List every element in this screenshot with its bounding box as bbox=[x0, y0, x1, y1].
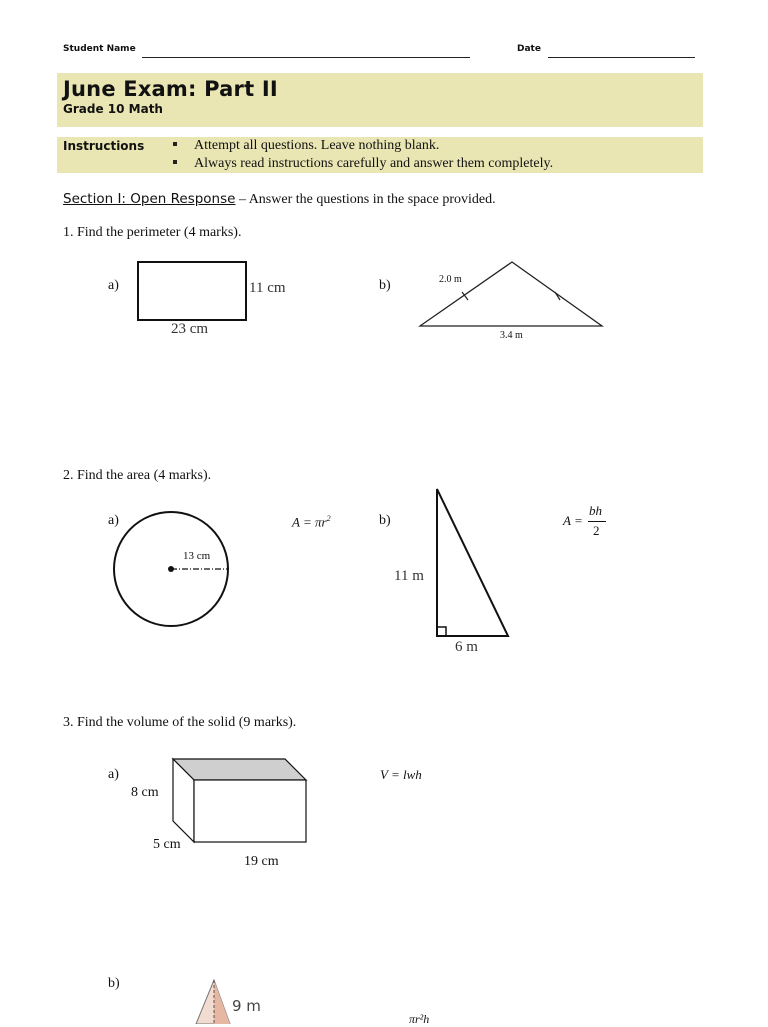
q2a-radius-label: 13 cm bbox=[183, 550, 211, 562]
bullet-icon bbox=[173, 160, 177, 164]
q1b-label: b) bbox=[379, 278, 391, 293]
q2b-label: b) bbox=[379, 513, 391, 528]
q3a-depth-label: 5 cm bbox=[153, 837, 181, 852]
q2b-triangle bbox=[430, 484, 515, 640]
student-name-field[interactable] bbox=[142, 57, 470, 58]
q3b-dim-label: 9 m bbox=[232, 997, 261, 1015]
q2b-height-label: 11 m bbox=[394, 568, 424, 584]
q2a-circle bbox=[110, 508, 232, 630]
date-label: Date bbox=[517, 44, 541, 54]
q3a-height-label: 8 cm bbox=[131, 785, 159, 800]
instructions-band bbox=[57, 137, 703, 173]
q3a-label: a) bbox=[108, 767, 119, 782]
q1b-triangle bbox=[400, 240, 630, 365]
question-1-prompt: 1. Find the perimeter (4 marks). bbox=[63, 225, 242, 240]
q3a-prism bbox=[170, 756, 310, 846]
bullet-icon bbox=[173, 142, 177, 146]
student-name-label: Student Name bbox=[63, 44, 136, 54]
q1b-base-label: 3.4 m bbox=[500, 330, 523, 341]
q2a-label: a) bbox=[108, 513, 119, 528]
q1a-label: a) bbox=[108, 278, 119, 293]
page-subtitle: Grade 10 Math bbox=[63, 102, 163, 116]
instructions-label: Instructions bbox=[63, 139, 145, 153]
q2b-base-label: 6 m bbox=[455, 639, 478, 655]
q1a-width-label: 23 cm bbox=[171, 321, 209, 337]
q2b-formula: A = bh 2 bbox=[563, 503, 623, 543]
section-header bbox=[63, 190, 496, 208]
question-2-prompt: 2. Find the area (4 marks). bbox=[63, 468, 212, 483]
section-description: – Answer the questions in the space provided. bbox=[235, 192, 496, 207]
q3b-label: b) bbox=[108, 976, 120, 991]
instruction-item: Attempt all questions. Leave nothing blank. bbox=[173, 138, 439, 154]
q3b-formula: πr²h bbox=[409, 1012, 430, 1026]
q1a-height-label: 11 cm bbox=[249, 280, 286, 296]
title-band bbox=[57, 73, 703, 127]
question-3-prompt: 3. Find the volume of the solid (9 marks). bbox=[63, 715, 297, 730]
page-title: June Exam: Part II bbox=[63, 77, 278, 101]
q2a-formula: $A = \pi r^2$ bbox=[292, 514, 331, 530]
instruction-item: Always read instructions carefully and answer them completely. bbox=[173, 156, 553, 172]
date-field[interactable] bbox=[548, 57, 695, 58]
q3a-formula: V = lwh bbox=[380, 767, 422, 782]
q1a-rectangle bbox=[137, 261, 247, 321]
q1b-side-label: 2.0 m bbox=[439, 274, 462, 285]
section-title: Section I: Open Response bbox=[63, 191, 236, 207]
q3a-length-label: 19 cm bbox=[244, 854, 279, 869]
